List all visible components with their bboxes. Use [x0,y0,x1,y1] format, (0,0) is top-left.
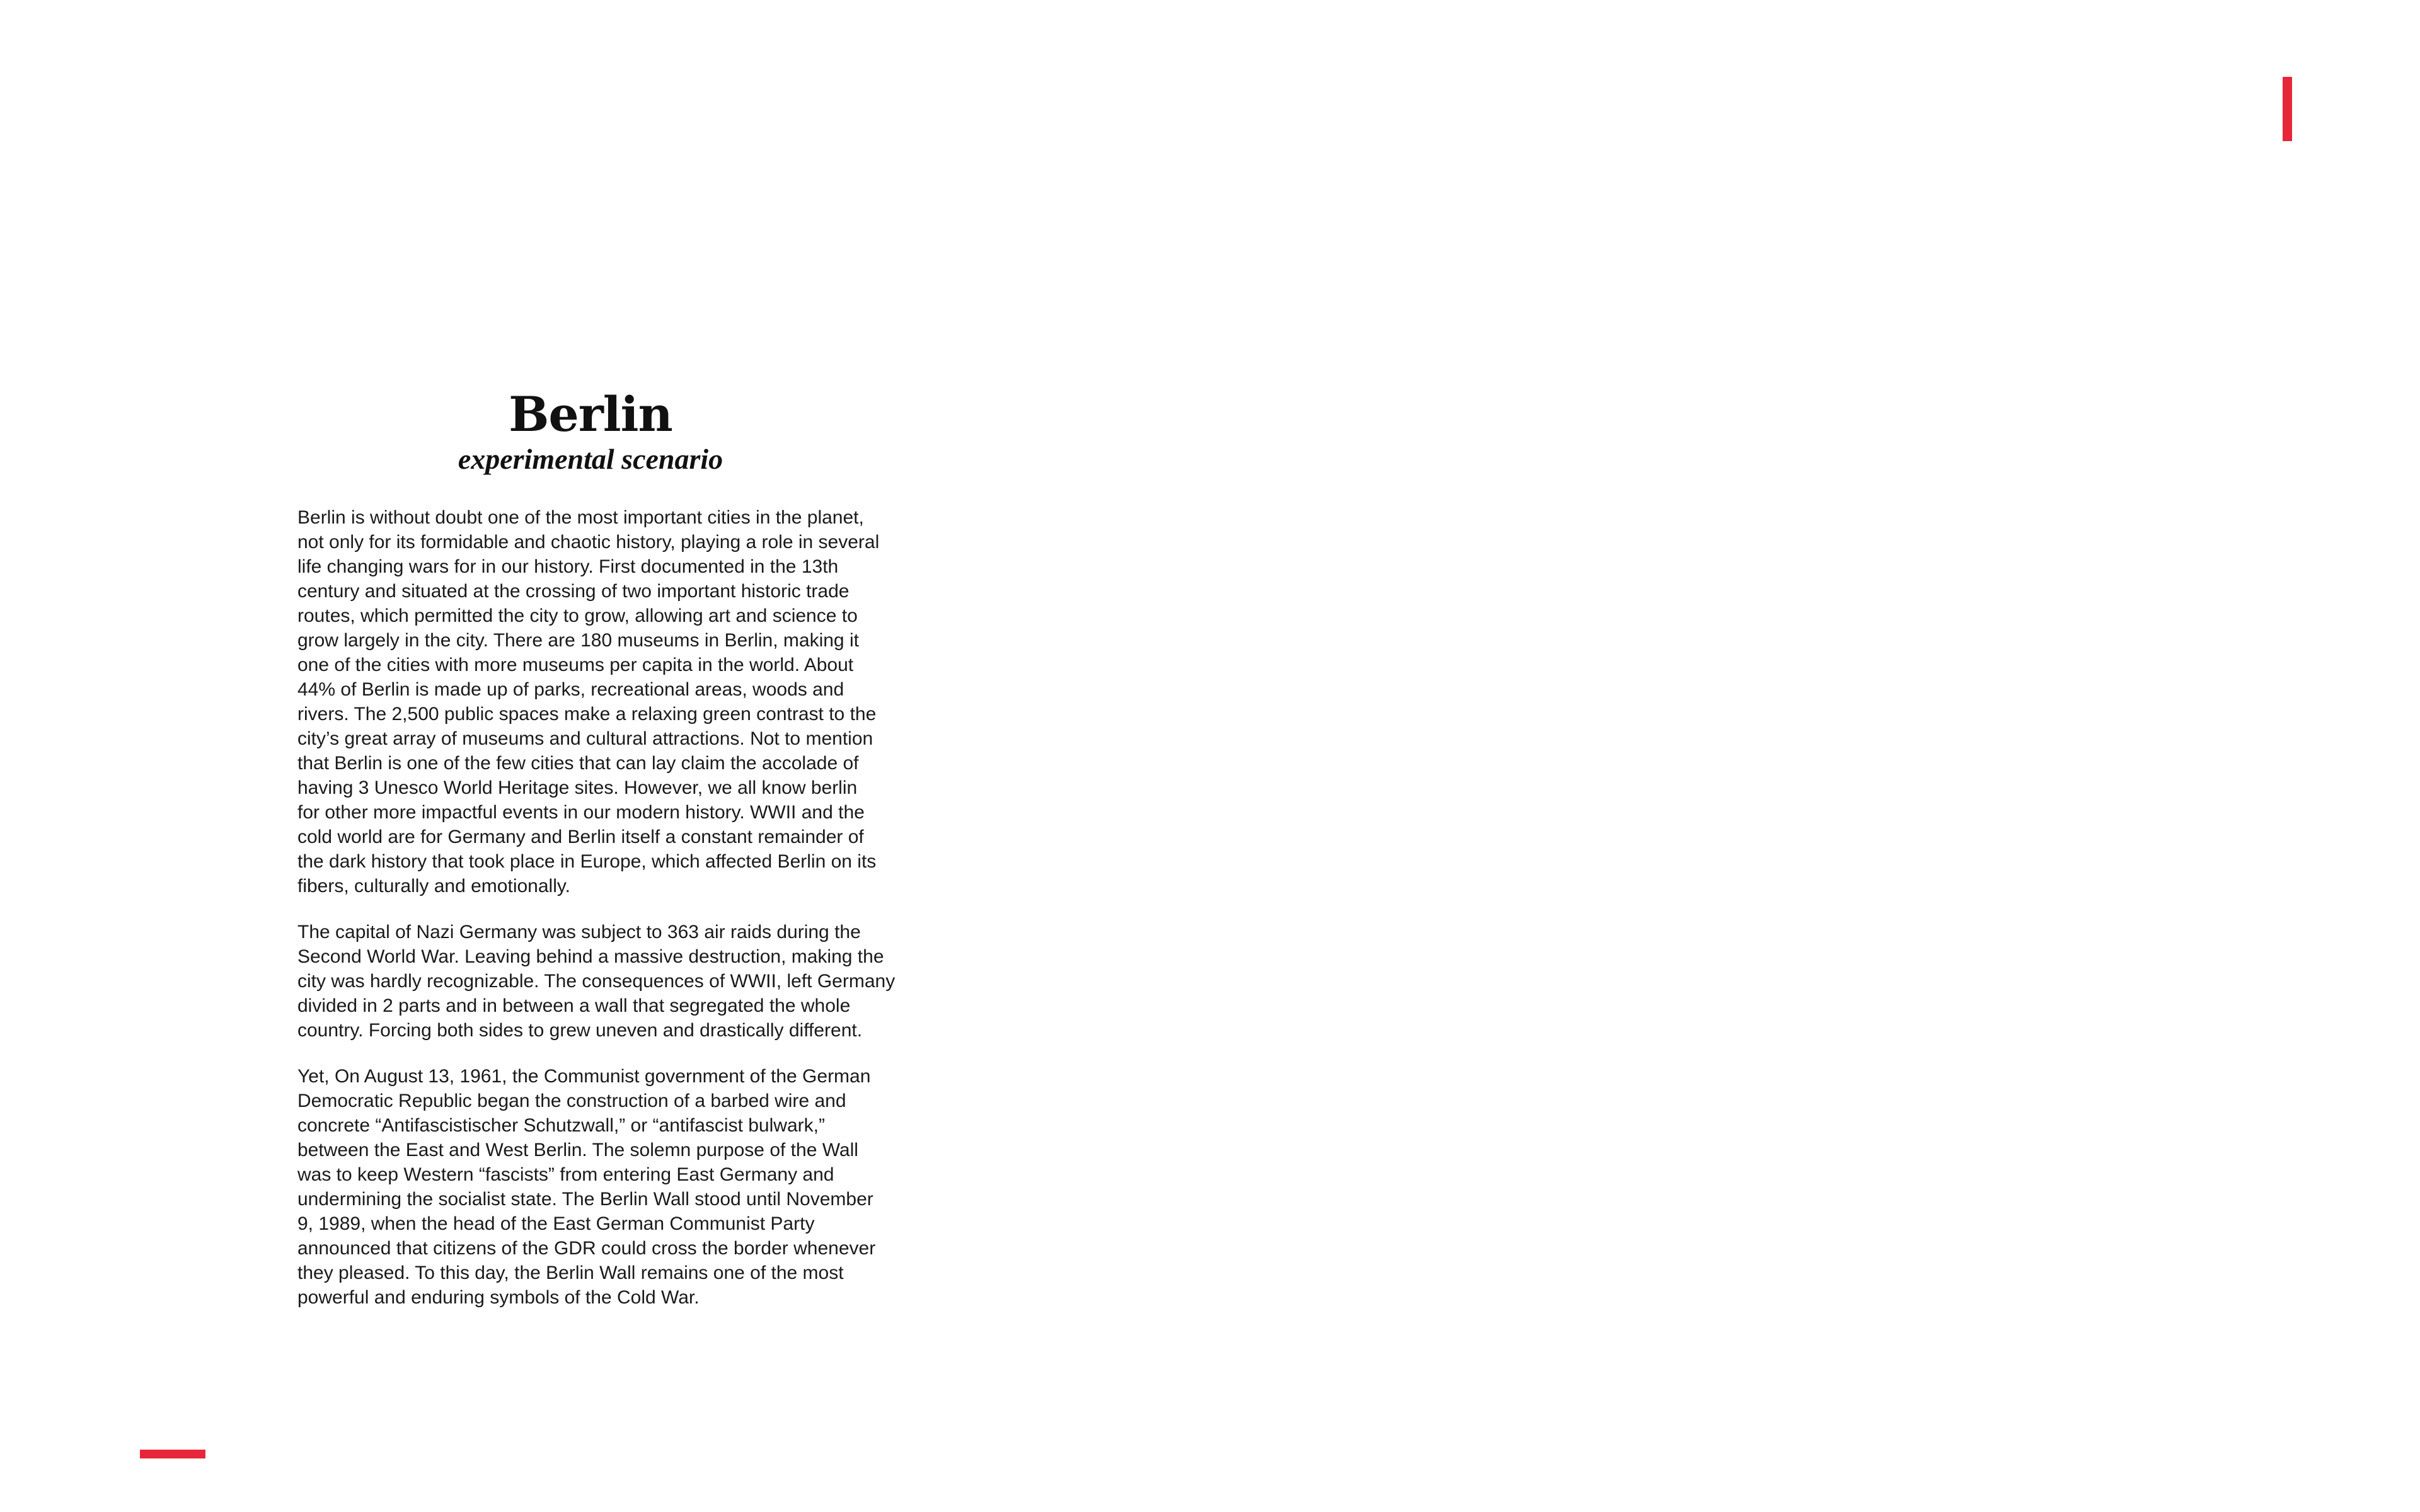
paragraph-line: city was hardly recognizable. The consequences of WWII, left Germany [297,971,896,992]
paragraph-line: was to keep Western “fascists” from entering East Germany and [297,1164,834,1185]
body-paragraph [297,1064,928,1310]
article [297,386,928,1310]
paragraph-line: Berlin is without doubt one of the most important cities in the planet, [297,507,864,528]
paragraph-line: 9, 1989, when the head of the East German Communist Party [297,1213,815,1234]
paragraph-line: for other more impactful events in our modern history. WWII and the [297,802,865,823]
paragraph-line: not only for its formidable and chaotic history, playing a role in several [297,532,880,553]
paragraph-line: Second World War. Leaving behind a massive destruction, making the [297,946,884,967]
paragraph-line: announced that citizens of the GDR could cross the border whenever [297,1238,876,1259]
paragraph-line: 44% of Berlin is made up of parks, recreational areas, woods and [297,679,844,700]
paragraph-line: that Berlin is one of the few cities that can lay claim the accolade of [297,753,859,774]
paragraph-line: the dark history that took place in Europe, which affected Berlin on its [297,851,877,872]
paragraph-line: century and situated at the crossing of two important historic trade [297,581,850,602]
paragraph-line: rivers. The 2,500 public spaces make a relaxing green contrast to the [297,704,877,724]
paragraph-line: life changing wars for in our history. First documented in the 13th [297,556,839,577]
paragraph-line: Democratic Republic began the construction of a barbed wire and [297,1091,846,1111]
accent-bar-vertical [2283,77,2292,141]
paragraph-line: fibers, culturally and emotionally. [297,876,570,896]
paragraph-line: one of the cities with more museums per capita in the world. About [297,655,854,675]
paragraph-line: The capital of Nazi Germany was subject to 363 air raids during the [297,922,861,942]
paragraph-line: they pleased. To this day, the Berlin Wall remains one of the most [297,1263,844,1283]
paragraph-line: powerful and enduring symbols of the Cold War. [297,1287,700,1308]
paragraph-line: divided in 2 parts and in between a wall that segregated the whole [297,995,851,1016]
body-paragraph [297,505,928,898]
paragraph-line: having 3 Unesco World Heritage sites. However, we all know berlin [297,777,858,798]
paragraph-line: undermining the socialist state. The Berlin Wall stood until November [297,1189,873,1210]
page-title: Berlin [509,386,672,442]
body-paragraph [297,920,928,1043]
accent-bar-horizontal [140,1450,205,1458]
page-subtitle: experimental scenario [458,443,723,475]
paragraph-line: country. Forcing both sides to grew uneven and drastically different. [297,1020,863,1041]
paragraph-line: concrete “Antifascistischer Schutzwall,” or “antifascist bulwark,” [297,1115,825,1136]
paragraph-line: Yet, On August 13, 1961, the Communist government of the German [297,1066,871,1087]
paragraph-line: city’s great array of museums and cultural attractions. Not to mention [297,728,873,749]
paragraph-line: grow largely in the city. There are 180 museums in Berlin, making it [297,630,859,651]
paragraph-line: routes, which permitted the city to grow, allowing art and science to [297,605,858,626]
paragraph-line: cold world are for Germany and Berlin itself a constant remainder of [297,827,864,847]
paragraph-line: between the East and West Berlin. The solemn purpose of the Wall [297,1140,858,1160]
